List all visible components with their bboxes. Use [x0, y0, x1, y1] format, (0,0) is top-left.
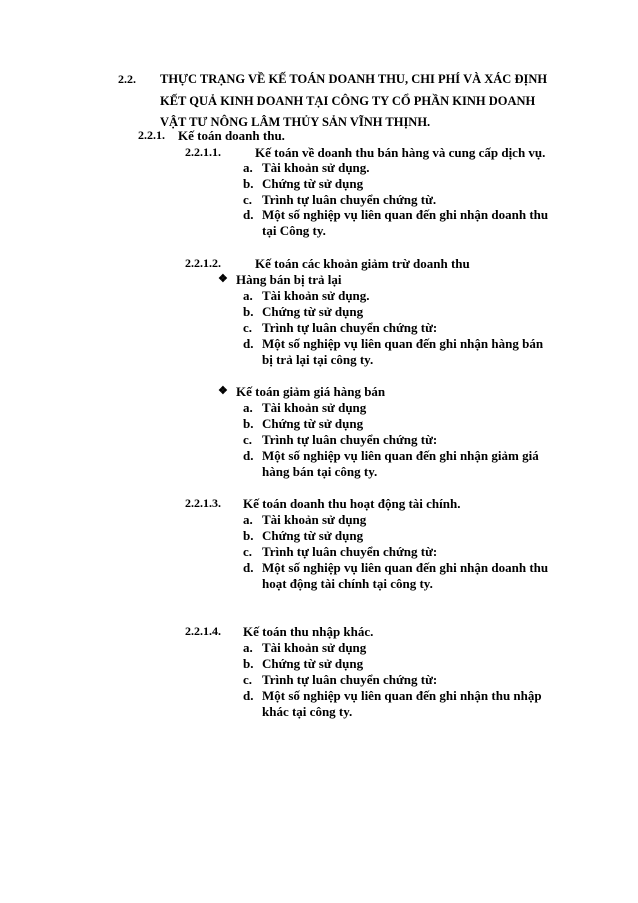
- group-title: Hàng bán bị trả lại: [236, 272, 342, 287]
- list-item: Một số nghiệp vụ liên quan đến ghi nhận thu nhập: [262, 688, 542, 703]
- list-letter: d.: [243, 448, 254, 463]
- list-item: Tài khoản sử dụng: [262, 400, 367, 415]
- list-letter: c.: [243, 544, 253, 559]
- section-number: 2.2.: [118, 72, 136, 86]
- item-title: Kế toán doanh thu hoạt động tài chính.: [243, 496, 461, 511]
- list-letter: b.: [243, 176, 254, 191]
- list-item-continuation: tại Công ty.: [262, 223, 326, 238]
- section-title-line-1: THỰC TRẠNG VỀ KẾ TOÁN DOANH THU, CHI PHÍ VÀ XÁC ĐỊNH: [160, 72, 548, 86]
- list-letter: c.: [243, 432, 253, 447]
- list-item: Chứng từ sử dụng: [262, 416, 364, 431]
- list-item: Một số nghiệp vụ liên quan đến ghi nhận doanh thu: [262, 560, 549, 575]
- list-item: Chứng từ sử dụng: [262, 528, 364, 543]
- list-letter: c.: [243, 192, 253, 207]
- list-letter: b.: [243, 416, 254, 431]
- list-item-continuation: hoạt động tài chính tại công ty.: [262, 576, 433, 591]
- list-letter: c.: [243, 320, 253, 335]
- list-item: Chứng từ sử dụng: [262, 176, 364, 191]
- section-title-line-3: VẬT TƯ NÔNG LÂM THỦY SẢN VĨNH THỊNH.: [160, 115, 431, 129]
- item-number: 2.2.1.1.: [185, 145, 221, 159]
- item-title: Kế toán các khoản giảm trừ doanh thu: [255, 256, 470, 271]
- list-item: Trình tự luân chuyển chứng từ:: [262, 672, 438, 687]
- list-letter: b.: [243, 656, 254, 671]
- group-title: Kế toán giảm giá hàng bán: [236, 384, 386, 399]
- list-letter: a.: [243, 288, 253, 303]
- diamond-bullet-icon: ❖: [218, 273, 228, 285]
- subsection-title: Kế toán doanh thu.: [178, 128, 285, 143]
- list-item: Trình tự luân chuyển chứng từ:: [262, 544, 438, 559]
- list-item: Trình tự luân chuyển chứng từ:: [262, 432, 438, 447]
- item-number: 2.2.1.4.: [185, 624, 221, 638]
- list-item: Tài khoản sử dụng.: [262, 288, 370, 303]
- list-item: Chứng từ sử dụng: [262, 656, 364, 671]
- list-letter: d.: [243, 688, 254, 703]
- list-item-continuation: bị trả lại tại công ty.: [262, 352, 374, 367]
- list-item: Một số nghiệp vụ liên quan đến ghi nhận doanh thu: [262, 207, 549, 222]
- list-letter: b.: [243, 528, 254, 543]
- list-item: Tài khoản sử dụng: [262, 640, 367, 655]
- list-letter: a.: [243, 640, 253, 655]
- list-letter: b.: [243, 304, 254, 319]
- list-letter: a.: [243, 160, 253, 175]
- item-title: Kế toán thu nhập khác.: [243, 624, 374, 639]
- item-number: 2.2.1.2.: [185, 256, 221, 270]
- list-letter: d.: [243, 336, 254, 351]
- subsection-number: 2.2.1.: [138, 128, 165, 142]
- list-item: Trình tự luân chuyển chứng từ:: [262, 320, 438, 335]
- list-item: Trình tự luân chuyển chứng từ.: [262, 192, 437, 207]
- list-item: Tài khoản sử dụng: [262, 512, 367, 527]
- list-item: Chứng từ sử dụng: [262, 304, 364, 319]
- list-letter: d.: [243, 560, 254, 575]
- list-item-continuation: hàng bán tại công ty.: [262, 464, 378, 479]
- list-item: Một số nghiệp vụ liên quan đến ghi nhận giảm giá: [262, 448, 539, 463]
- list-item-continuation: khác tại công ty.: [262, 704, 353, 719]
- list-letter: c.: [243, 672, 253, 687]
- list-letter: a.: [243, 512, 253, 527]
- list-letter: a.: [243, 400, 253, 415]
- list-item: Tài khoản sử dụng.: [262, 160, 370, 175]
- item-number: 2.2.1.3.: [185, 496, 221, 510]
- item-title: Kế toán về doanh thu bán hàng và cung cấp dịch vụ.: [255, 145, 546, 160]
- list-letter: d.: [243, 207, 254, 222]
- diamond-bullet-icon: ❖: [218, 385, 228, 397]
- list-item: Một số nghiệp vụ liên quan đến ghi nhận hàng bán: [262, 336, 544, 351]
- section-title-line-2: KẾT QUẢ KINH DOANH TẠI CÔNG TY CỔ PHẦN KINH DOANH: [160, 94, 536, 108]
